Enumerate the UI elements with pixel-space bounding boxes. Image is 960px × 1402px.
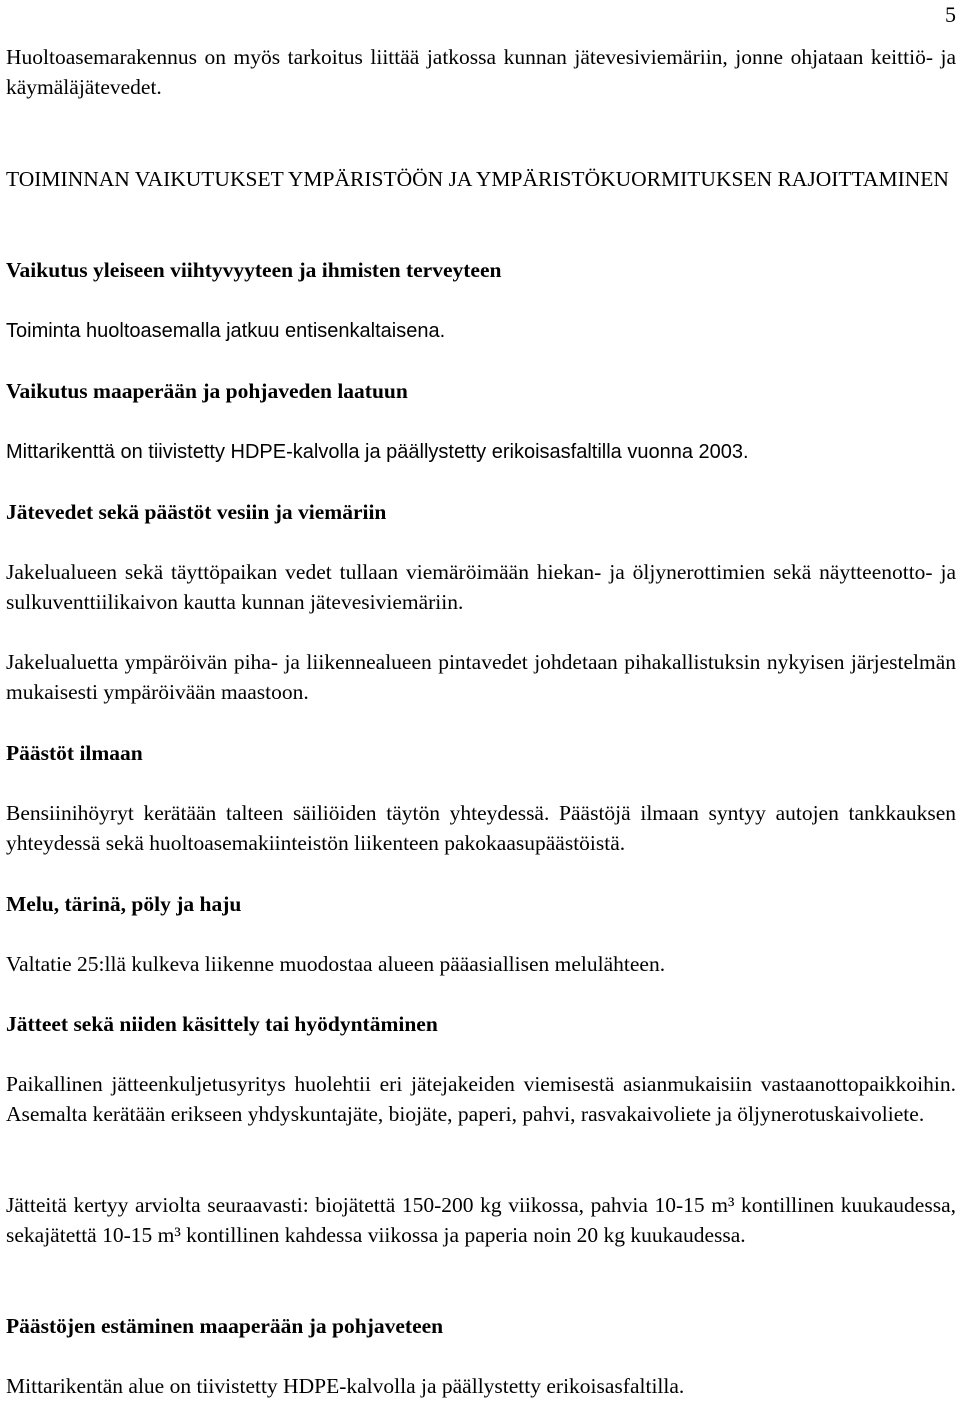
- paragraph-prevention: Mittarikentän alue on tiivistetty HDPE-kalvolla ja päällystetty erikoisasfaltilla.: [6, 1374, 685, 1398]
- heading-wastewater: Jätevedet sekä päästöt vesiin ja viemäriin: [6, 500, 387, 524]
- paragraph-waste-2: Jätteitä kertyy arviolta seuraavasti: biojätettä 150-200 kg viikossa, pahvia 10-15 m³ kontillinen kuukaudessa, sekajätettä 10-15 m³ kontillinen kahdessa viikossa ja paperia noin 20 kg kuukaudessa.: [6, 1193, 956, 1247]
- paragraph-noise: Valtatie 25:llä kulkeva liikenne muodostaa alueen pääasiallisen melulähteen.: [6, 952, 666, 976]
- intro-paragraph: Huoltoasemarakennus on myös tarkoitus liittää jatkossa kunnan jätevesiviemäriin, jonne ohjataan keittiö- ja käymäläjätevedet.: [6, 45, 956, 99]
- heading-noise: Melu, tärinä, pöly ja haju: [6, 892, 242, 916]
- heading-waste: Jätteet sekä niiden käsittely tai hyödyntäminen: [6, 1012, 438, 1036]
- heading-soil: Vaikutus maaperään ja pohjaveden laatuun: [6, 379, 408, 403]
- paragraph-waste-1: Paikallinen jätteenkuljetusyritys huolehtii eri jätejakeiden viemisestä asianmukaisiin vastaanottopaikkoihin. Asemalta kerätään erikseen yhdyskuntajäte, biojäte, paperi, pahvi, rasvakaivoliete ja öljynerotuskaivoliete.: [6, 1072, 956, 1126]
- paragraph-wastewater-2: Jakelualuetta ympäröivän piha- ja liikennealueen pintavedet johdetaan pihakallistuksin nykyisen järjestelmän mukaisesti ympäröivään maastoon.: [6, 650, 956, 704]
- paragraph-wastewater-1: Jakelualueen sekä täyttöpaikan vedet tullaan viemäröimään hiekan- ja öljynerottimien sekä näytteenotto- ja sulkuventtiilikaivon kautta kunnan jätevesiviemäriin.: [6, 560, 956, 614]
- heading-health: Vaikutus yleiseen viihtyvyyteen ja ihmisten terveyteen: [6, 258, 502, 282]
- heading-air: Päästöt ilmaan: [6, 741, 143, 765]
- paragraph-health: Toiminta huoltoasemalla jatkuu entisenkaltaisena.: [6, 320, 446, 342]
- page-number: 5: [945, 2, 956, 27]
- main-heading: TOIMINNAN VAIKUTUKSET YMPÄRISTÖÖN JA YMPÄRISTÖKUORMITUKSEN RAJOITTAMINEN: [6, 167, 949, 191]
- heading-prevention: Päästöjen estäminen maaperään ja pohjaveteen: [6, 1314, 444, 1338]
- paragraph-soil: Mittarikenttä on tiivistetty HDPE-kalvolla ja päällystetty erikoisasfaltilla vuonna 2003.: [6, 441, 749, 463]
- paragraph-air: Bensiinihöyryt kerätään talteen säiliöiden täytön yhteydessä. Päästöjä ilmaan syntyy autojen tankkauksen yhteydessä sekä huoltoasemakiinteistön liikenteen pakokaasupäästöistä.: [6, 801, 956, 855]
